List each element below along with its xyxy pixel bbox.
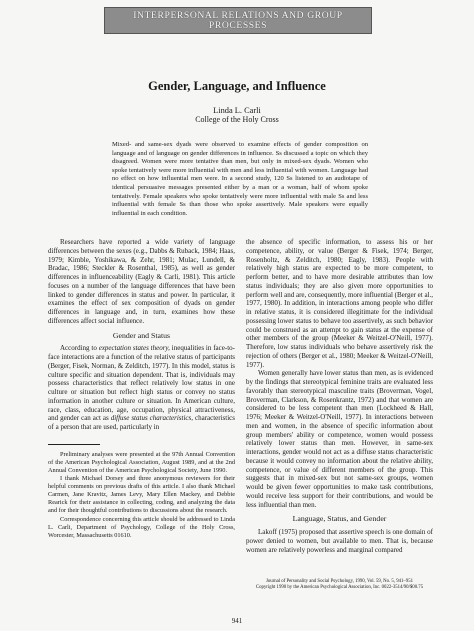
text-run: inequalities in face-to-face interactions are a function of the relative status of participants (Berger, Fisek, Norman, & Zelditch, 1977). In this model, status is culture specific and situation dependent. That is, individuals may possess characteristics that reflect relatively low status in one culture or situation but reflect high status or convey no status information in another culture or situation. In American culture, race, class, education, age, occupation, physical attractiveness, and gender can act as <box>48 344 235 423</box>
article-title: Gender, Language, and Influence <box>148 79 326 93</box>
banner-line-2: PROCESSES <box>208 19 268 31</box>
status-continued-paragraph: the absence of specific information, to assess his or her competence, ability, or value (Berger & Fisek, 1974; Berger, Rosenholtz, & Zelditch, 1980; Eagly, 1983). People with relatively high status are expected to be more competent, to perform better, and to have more desirable attributes than low status individuals; they are also given more opportunities to perform well and are, consequently, more influential (Berger et al., 1977, 1980). In addition, in interactions among people who differ in relative status, it is considered illegitimate for the individual possessing lower status to behave too assertively, as such behavior could be construed as an attempt to gain status at the expense of other members of the group (Meeker & Weitzel-O'Neill, 1977). Therefore, low status individuals who behave assertively risk the rejection of others (Berger et al., 1980; Meeker & Weitzel-O'Neill, 1977). <box>246 238 433 369</box>
text-run: According to <box>60 344 99 353</box>
author-affiliation: College of the Holy Cross <box>195 115 279 124</box>
section-heading-language-status-gender: Language, Status, and Gender <box>292 514 387 524</box>
term-expectation-states: expectation states theory, <box>98 344 170 353</box>
journal-citation <box>246 579 433 591</box>
footnote-acknowledgments: I thank Michael Dorsey and three anonymous reviewers for their helpful comments on previous drafts of this article. I also thank Michael Carmen, Jane Kravitz, James Levy, Mary Ellen Mackey, and Debbie Rearick for their assistance in collecting, coding, and analyzing the data and for their thoughtful contributions to discussions about the research. <box>48 475 235 515</box>
women-status-paragraph: Women generally have lower status than men, as is evidenced by the findings that stereotypical feminine traits are evaluated less favorably than stereotypical masculine traits (Broverman, Vogel, Broverman, Clarkson, & Rosenkrantz, 1972) and that women are considered to be less competent than men (Lockheed & Hall, 1976; Meeker & Weitzel-O'Neill, 1977). In interactions between men and women, in the absence of specific information about group members' ability or competence, women would possess relatively lower status than men. However, in same-sex interactions, gender would not act as a diffuse status characteristic because it would convey no information about the relative ability, competence, or value of different members of the group. This suggests that in mixed-sex but not same-sex groups, women would be given fewer opportunities to make task contributions, would receive less support for their contributions, and would be less influential than men. <box>246 369 433 509</box>
journal-line-1: Journal of Personality and Social Psychology, 1990, Vol. 59, No. 5, 941–951 <box>265 579 413 584</box>
section-heading-gender-status: Gender and Status <box>112 330 171 340</box>
term-diffuse-status: diffuse status characteristics, <box>110 414 193 423</box>
right-column <box>246 238 433 554</box>
page-number: 941 <box>231 617 243 625</box>
lakoff-paragraph: Lakoff (1975) proposed that assertive speech is one domain of power denied to women, but available to men. That is, because women are relatively powerless and marginal compared <box>246 528 433 554</box>
left-column <box>48 238 235 540</box>
section-banner <box>104 7 372 34</box>
footnote-divider <box>48 444 100 445</box>
footnote-presentation: Preliminary analyses were presented at the 97th Annual Convention of the American Psychological Association, August 1989, and at the 2nd Annual Convention of the American Psychological Society, June 1990. <box>48 450 235 474</box>
text-run: characteristics of a person that are used, particularly in <box>48 414 235 431</box>
footnotes <box>48 451 235 540</box>
author-name: Linda L. Carli <box>213 106 261 115</box>
intro-paragraph: Researchers have reported a wide variety of language differences between the sexes (e.g., Dabbs & Ruback, 1984; Haas, 1979; Kimble, Yoshikawa, & Zehr, 1981; Mulac, Lundell, & Bradac, 1986; Steckler & Rosenthal, 1985), as well as gender differences in influenceability (Eagly & Carli, 1981). This article focuses on a number of the language differences that have been linked to gender differences in status and power. In particular, it examines the effect of sex composition of dyads on gender differences in language and, in turn, examines how these differences affect social influence. <box>48 238 235 325</box>
gender-status-paragraph <box>48 344 235 432</box>
footnote-correspondence: Correspondence concerning this article should be addressed to Linda L. Carli, Department of Psychology, College of the Holy Cross, Worcester, Massachusetts 01610. <box>48 515 235 539</box>
banner-line-1: INTERPERSONAL RELATIONS AND GROUP <box>133 9 343 21</box>
journal-line-2: Copyright 1990 by the American Psychological Association, Inc. 0022-3514/90/$00.75 <box>255 585 424 590</box>
abstract: Mixed- and same-sex dyads were observed to examine effects of gender composition on language and of language on gender differences in influence. Ss discussed a topic on which they disagreed. Women were more tentative than men, but only in mixed-sex dyads. Women who spoke tentatively were more influential with men and less influential with women. Language had no effect on how influential men were. In a second study, 120 Ss listened to an audiotape of identical persuasive messages presented either by a man or a woman, half of whom spoke tentatively. Female speakers who spoke tentatively were more influential with male Ss and less influential with female Ss than those who spoke assertively. Male speakers were equally influential in each condition. <box>112 141 368 217</box>
